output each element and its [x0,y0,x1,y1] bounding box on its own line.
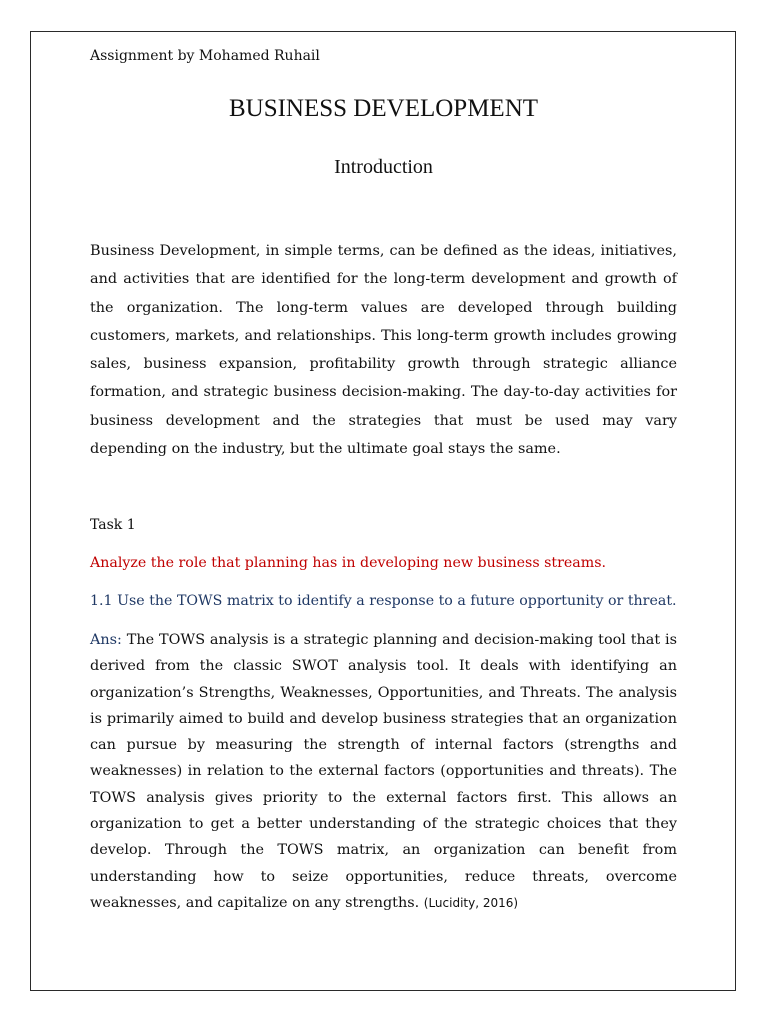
task-label: Task 1 [90,517,136,533]
answer-paragraph [90,627,677,916]
author-line: Assignment by Mohamed Ruhail [90,48,320,64]
document-title: BUSINESS DEVELOPMENT [228,95,539,122]
intro-paragraph: Business Development, in simple terms, can be defined as the ideas, initiatives, and activities that are identified for the long-term development and growth of the organization. The long-term values are developed through building customers, markets, and relationships. This long-term growth includes growing sales, business expansion, profitability growth through strategic alliance formation, and strategic business decision-making. The day-to-day activities for business development and the strategies that must be used may vary depending on the industry, but the ultimate goal stays the same. [90,243,677,458]
task-heading: Analyze the role that planning has in developing new business streams. [90,555,606,571]
section-title-introduction: Introduction [334,156,433,178]
answer-text: The TOWS analysis is a strategic planning and decision-making tool that is derived from the classic SWOT analysis tool. It deals with identifying an organization’s Strengths, Weaknesses, Opportunities, and Threats. The analysis is primarily aimed to build and develop business strategies that an organization can pursue by measuring the strength of internal factors (strengths and weaknesses) in relation to the external factors (opportunities and threats). The TOWS analysis gives priority to the external factors first. This allows an organization to get a better understanding of the strategic choices that they develop. Through the TOWS matrix, an organization can benefit from understanding how to seize opportunities, reduce threats, overcome weaknesses, and capitalize on any strengths. [90,632,677,911]
citation: (Lucidity, 2016) [423,895,519,910]
answer-label: Ans: [90,632,122,648]
question-1-1: 1.1 Use the TOWS matrix to identify a response to a future opportunity or threat. [90,593,677,609]
